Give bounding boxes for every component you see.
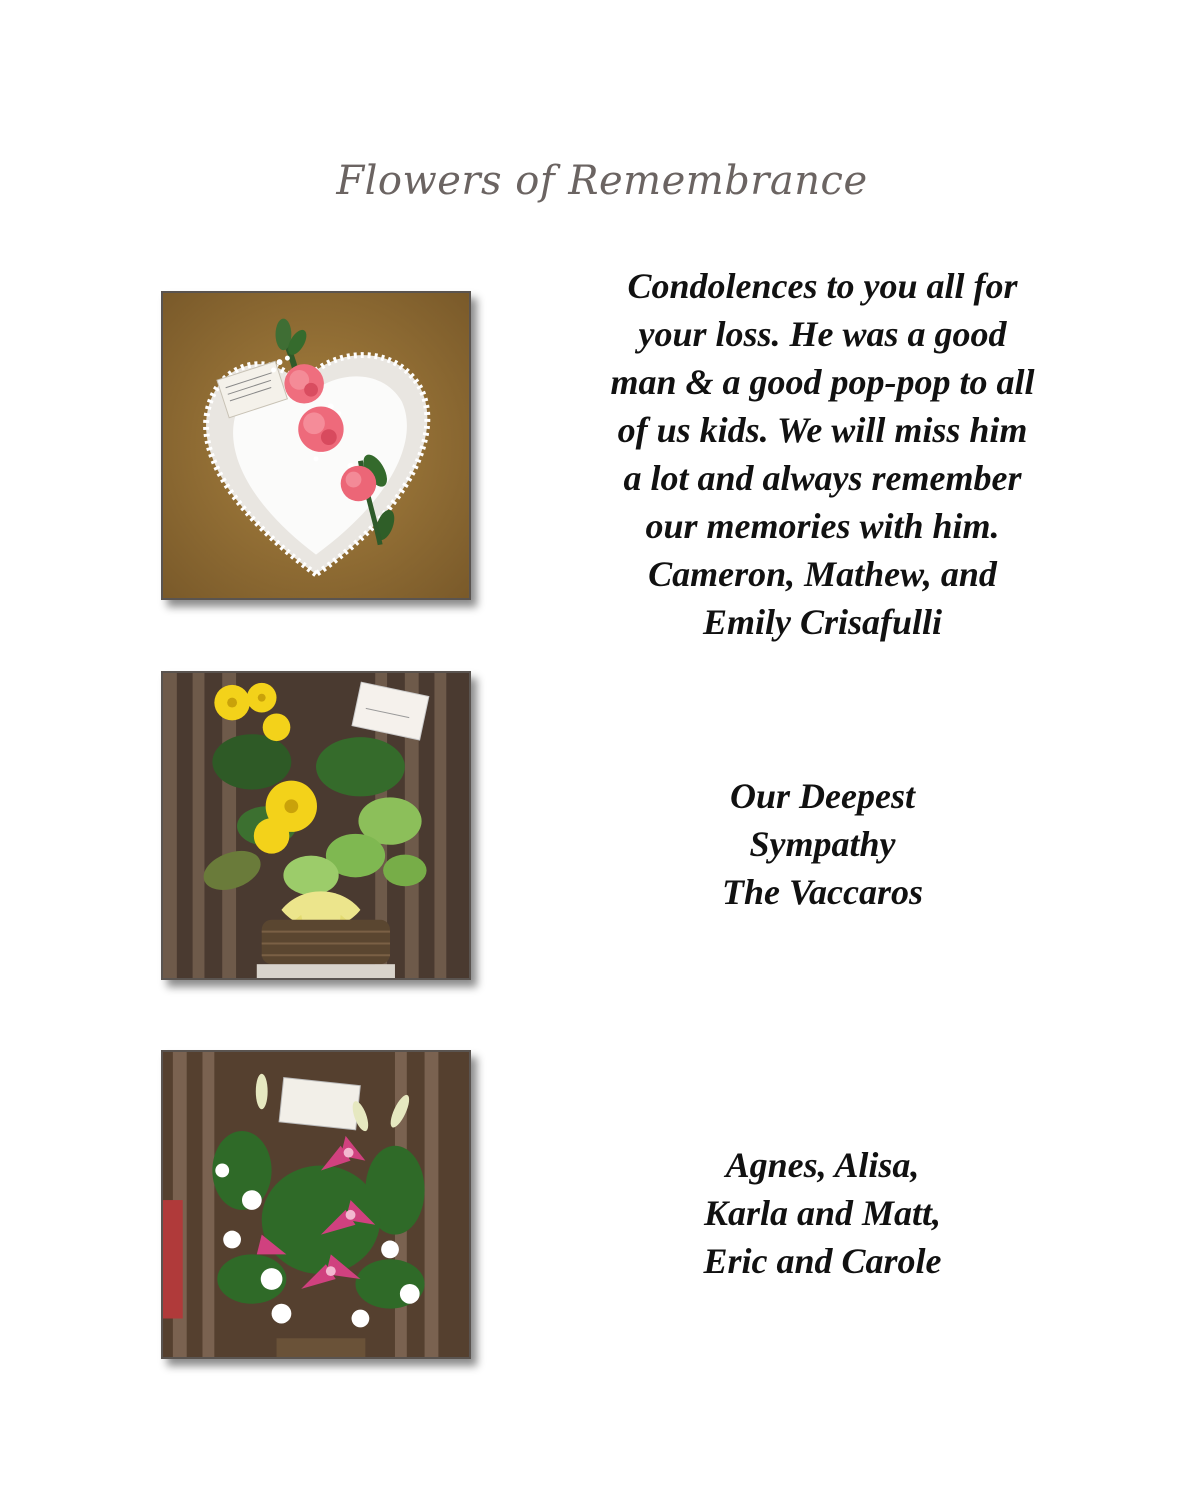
- message-line: Emily Crisafulli: [702, 602, 943, 642]
- message-line: man & a good pop-pop to all: [610, 362, 1035, 402]
- message-line: your loss. He was a good: [638, 314, 1007, 354]
- message-line: our memories with him.: [645, 506, 1000, 546]
- tribute-message-1: [560, 262, 1085, 646]
- message-line: Cameron, Mathew, and: [648, 554, 997, 594]
- message-line: Our Deepest: [730, 776, 915, 816]
- message-line: The Vaccaros: [722, 872, 923, 912]
- message-line: Sympathy: [749, 824, 896, 864]
- pink-lily-arrangement-photo: [161, 1050, 471, 1359]
- message-line: Karla and Matt,: [703, 1193, 942, 1233]
- message-line: a lot and always remember: [623, 458, 1022, 498]
- yellow-daisy-basket-photo: [161, 671, 471, 980]
- message-line: Agnes, Alisa,: [725, 1145, 920, 1185]
- tribute-message-3: [560, 1141, 1085, 1285]
- message-line: Condolences to you all for: [627, 266, 1018, 306]
- heart-lace-pillow-photo: [161, 291, 471, 600]
- message-line: of us kids. We will miss him: [617, 410, 1028, 450]
- tribute-message-2: [560, 772, 1085, 916]
- message-line: Eric and Carole: [703, 1241, 942, 1281]
- page-title: Flowers of Remembrance: [336, 158, 868, 204]
